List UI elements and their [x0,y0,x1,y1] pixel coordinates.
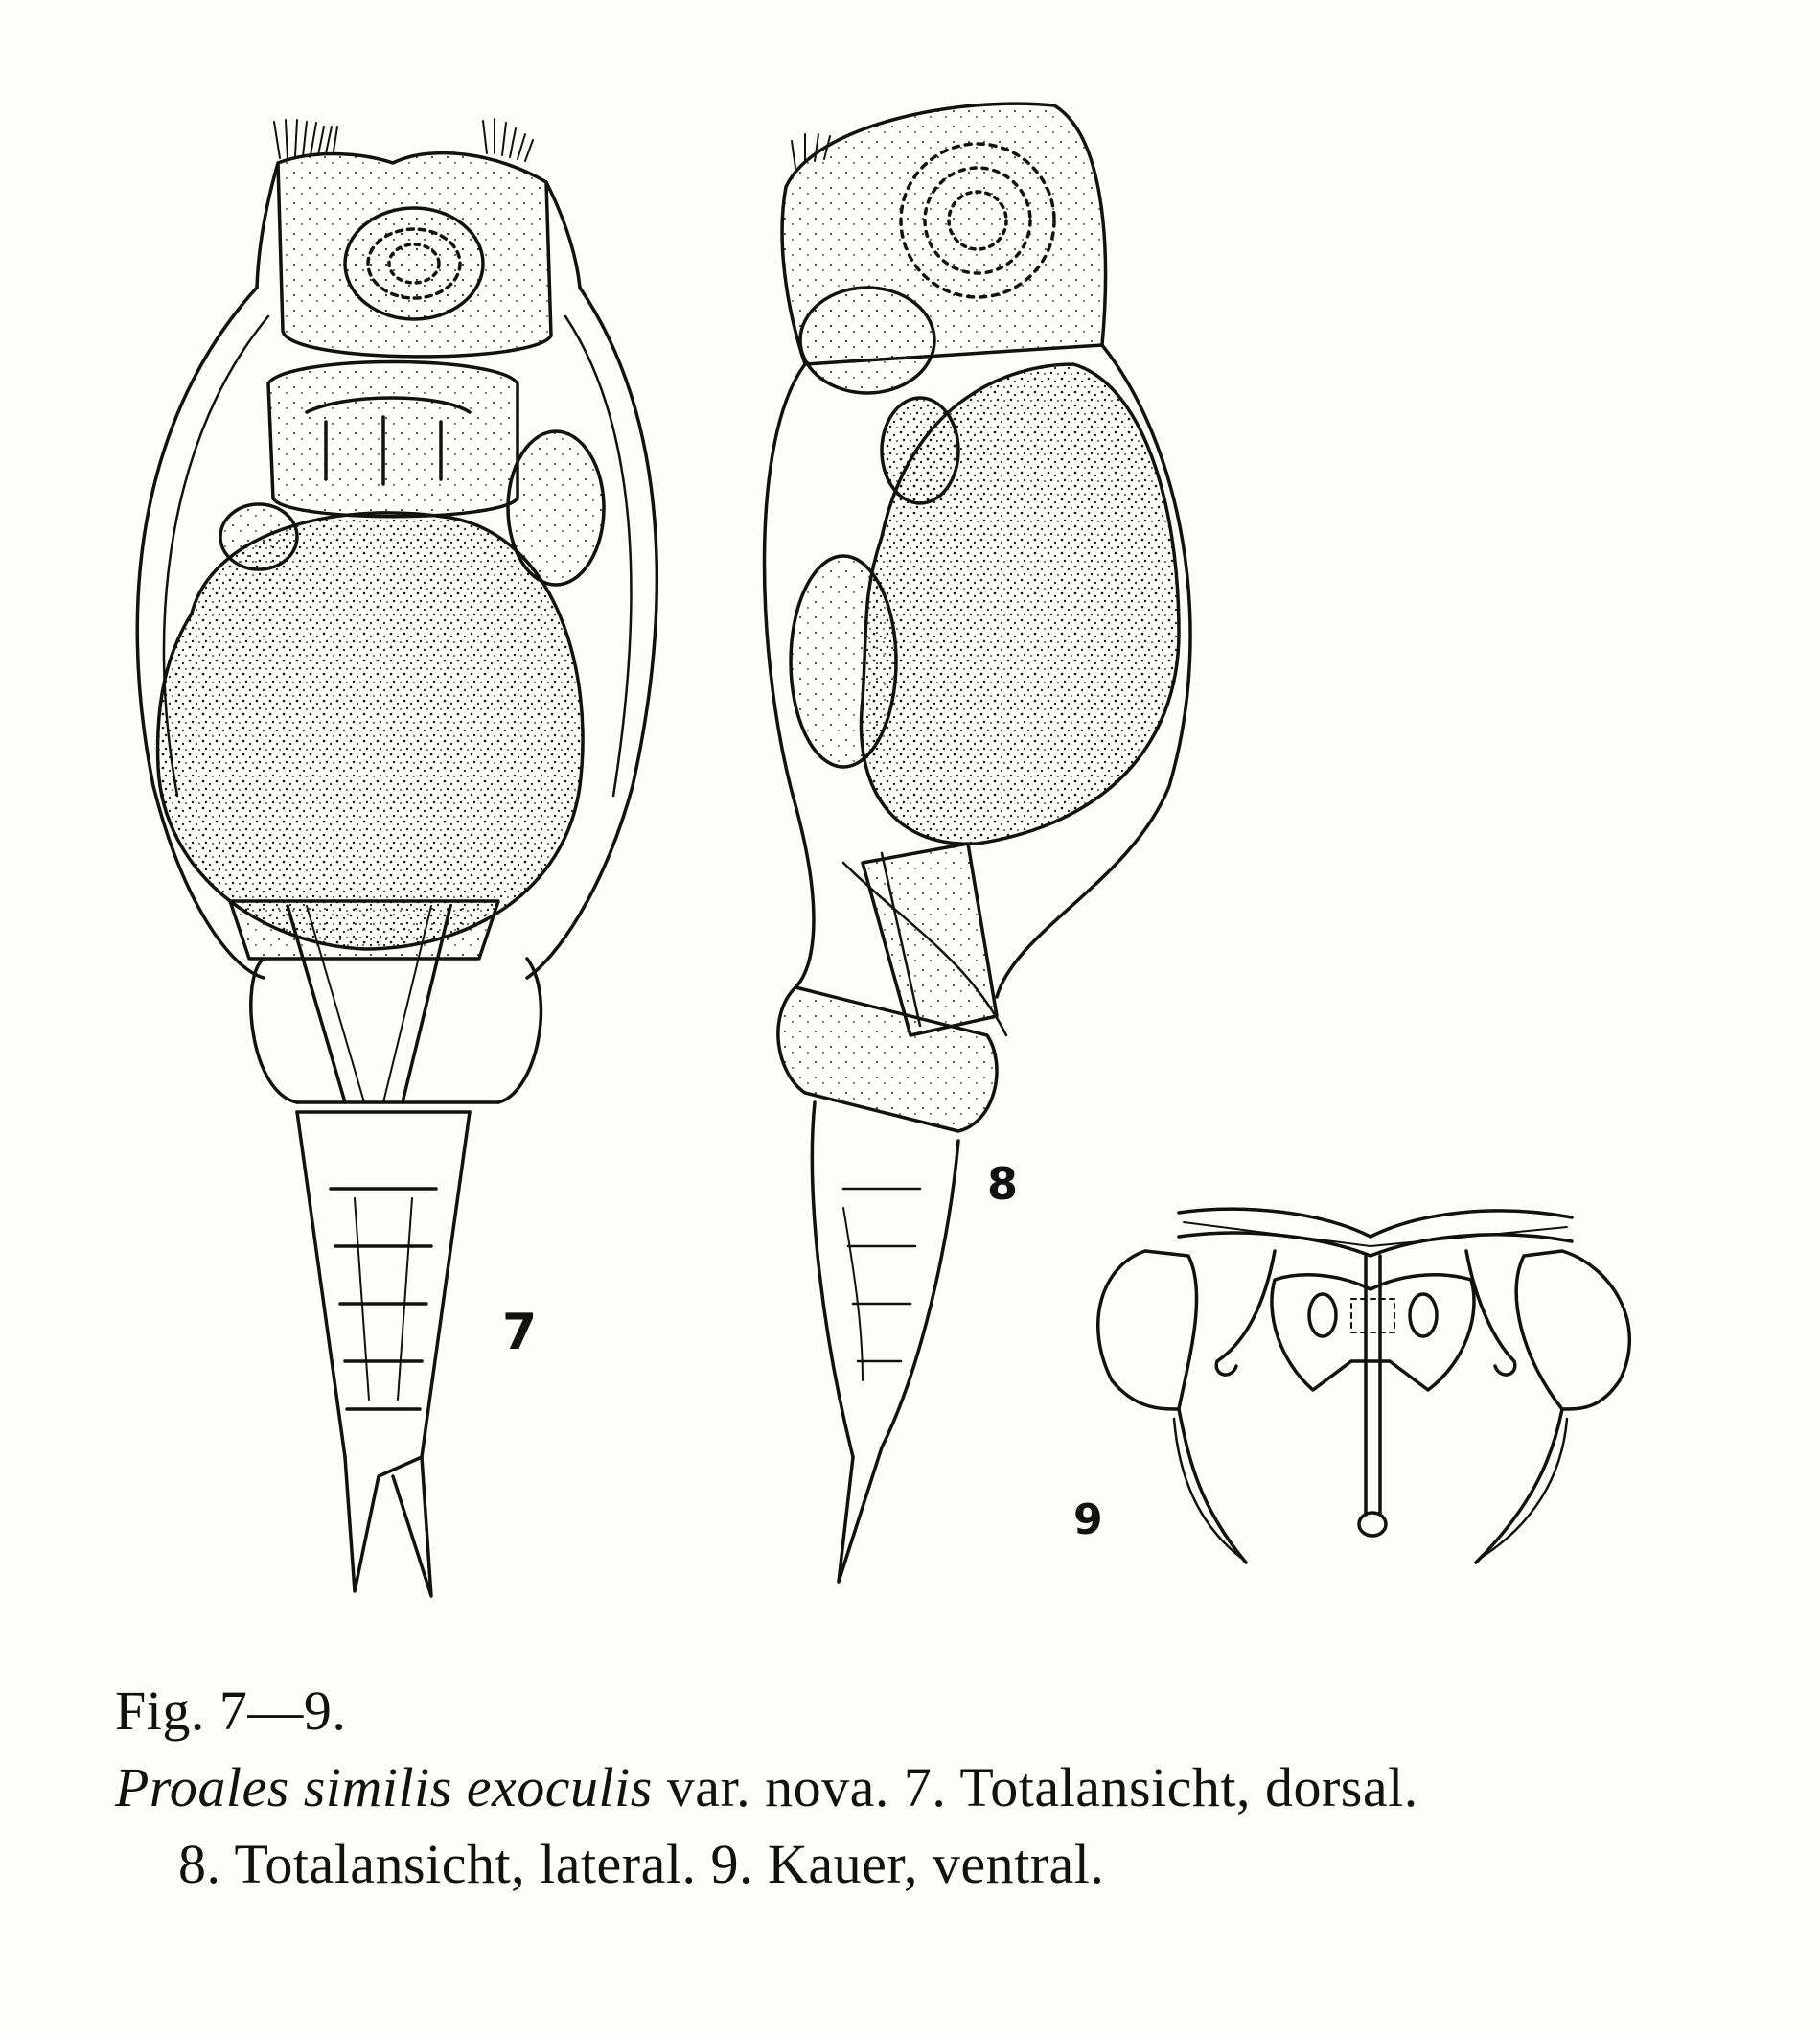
caption-line-2-rest: var. nova. 7. Totalansicht, dorsal. [652,1756,1418,1818]
stomach [158,513,583,949]
caption-line-3: 8. Totalansicht, lateral. 9. Kauer, ventral. [178,1833,1105,1895]
caption-line-2 [115,1749,1763,1826]
mastax [345,208,483,319]
figure-9-label: 9 [1073,1495,1103,1544]
figure-caption [115,1673,1763,1903]
right-manubrium [1476,1251,1629,1563]
left-manubrium [1098,1251,1246,1563]
species-name: Proales similis exoculis [115,1756,653,1818]
toe [839,1447,882,1582]
figure-7-dorsal-view [137,119,657,1596]
foot [297,1112,470,1457]
figure-7-label: 7 [502,1304,538,1361]
figure-8-label: 8 [987,1158,1019,1210]
figure-8-lateral-view [765,104,1191,1582]
caption-heading: Fig. 7—9. [115,1679,347,1742]
figure-9-trophi [1098,1209,1630,1563]
toes [345,1457,431,1596]
fulcrum [1366,1256,1380,1515]
foot [812,1102,958,1457]
